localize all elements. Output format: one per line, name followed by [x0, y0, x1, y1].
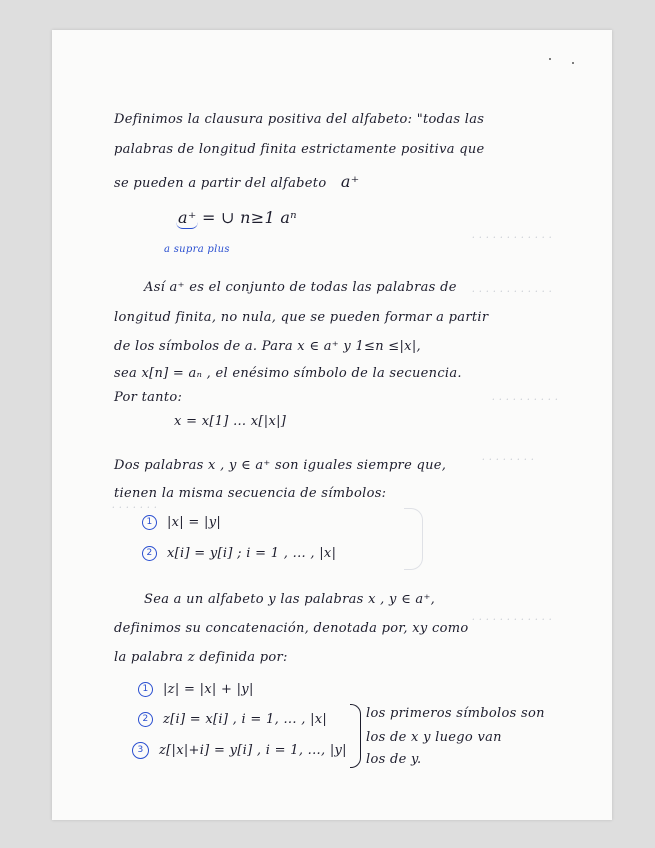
text-line: Definimos la clausura positiva del alfabeto: "todas las [114, 112, 485, 127]
text-line: de los símbolos de a. Para x ∈ a⁺ y 1≤n ≤|x|, [114, 339, 421, 354]
circled-number: 1 [138, 682, 153, 697]
show-through-text: . . . . . . . . . . . . [472, 282, 553, 295]
text-line: la palabra z definida por: [114, 650, 288, 665]
text-line: Así a⁺ es el conjunto de todas las palabras de [144, 280, 457, 295]
definition-2 [138, 712, 327, 727]
text-line: definimos su concatenación, denotada por, xy como [114, 621, 469, 636]
text-line: Sea a un alfabeto y las palabras x , y ∈ a⁺, [144, 592, 436, 607]
brace-note: los de y. [366, 752, 422, 767]
handwritten-page [52, 30, 612, 820]
circled-number: 2 [138, 712, 153, 727]
definition-text: z[i] = x[i] , i = 1, ... , |x| [163, 712, 328, 727]
brace-note: los de x y luego van [366, 730, 502, 745]
pen-mark [572, 62, 574, 64]
equation: x = x[1] ... x[|x|] [174, 414, 287, 429]
condition-2 [142, 546, 336, 561]
circled-number: 3 [132, 742, 149, 759]
show-through-bracket [404, 508, 423, 570]
brace-note: los primeros símbolos son [366, 706, 545, 721]
text-line: tienen la misma secuencia de símbolos: [114, 486, 387, 501]
text-line: palabras de longitud finita estrictamente positiva que [114, 142, 485, 157]
circled-number: 1 [142, 515, 157, 530]
pen-mark [549, 58, 551, 60]
symbol-a-plus: a⁺ [340, 172, 360, 191]
formula-note: a supra plus [164, 244, 230, 255]
definition-text: |z| = |x| + |y| [163, 682, 254, 697]
definition-3 [132, 742, 347, 759]
formula-underline [176, 222, 198, 229]
show-through-text: . . . . . . . . . . . . [472, 228, 553, 241]
formula: a⁺ = ∪ n≥1 aⁿ [178, 208, 297, 227]
definition-1 [138, 682, 254, 697]
text-line: Dos palabras x , y ∈ a⁺ son iguales siempre que, [114, 458, 447, 473]
show-through-text: . . . . . . . . [482, 450, 535, 463]
text-line: Por tanto: [114, 390, 183, 405]
curly-brace [350, 704, 361, 768]
condition-text: x[i] = y[i] ; i = 1 , ... , |x| [167, 546, 337, 561]
definition-text: z[|x|+i] = y[i] , i = 1, ..., |y| [159, 743, 347, 758]
text-line [114, 172, 359, 191]
text-fragment: se pueden a partir del alfabeto [114, 176, 327, 191]
show-through-text: . . . . . . . . . . [492, 390, 559, 403]
show-through-text: . . . . . . . [112, 498, 158, 511]
text-line: sea x[n] = aₙ , el enésimo símbolo de la secuencia. [114, 366, 462, 381]
text-line: longitud finita, no nula, que se pueden formar a partir [114, 310, 489, 325]
show-through-text: . . . . . . . . . . . . [472, 610, 553, 623]
circled-number: 2 [142, 546, 157, 561]
condition-text: |x| = |y| [167, 515, 222, 530]
condition-1 [142, 515, 221, 530]
